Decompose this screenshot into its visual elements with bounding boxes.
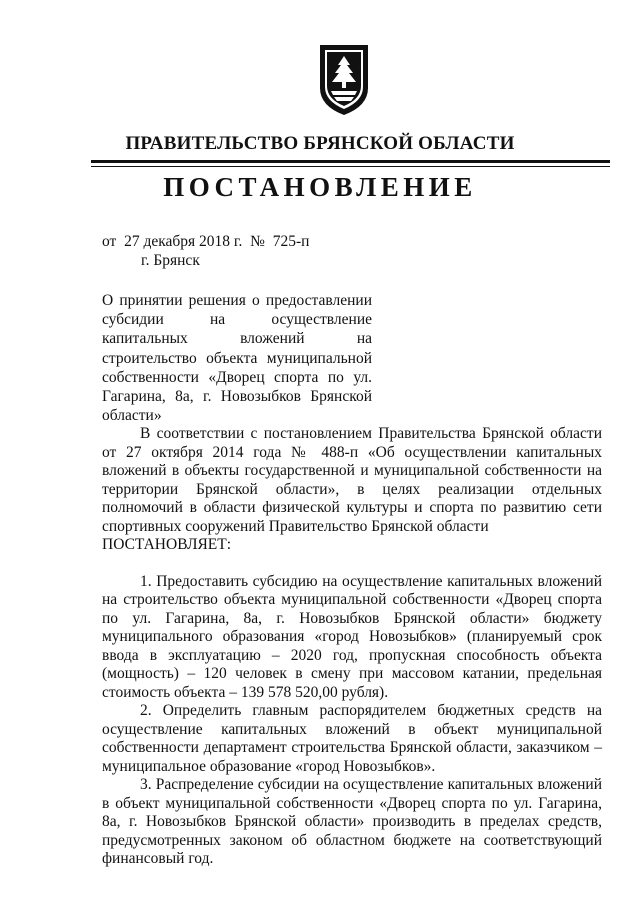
header-rule-thin <box>91 166 610 167</box>
doc-date-line <box>102 232 309 251</box>
coat-of-arms-icon <box>318 42 370 118</box>
item-2: 2. Определить главным распорядителем бюджетных средств на осуществление капитальных вложений в объект муниципальной собственности департамент строительства Брянской области, заказчиком – муниципальное образование «город Новозыбков». <box>102 702 602 775</box>
doc-city: г. Брянск <box>141 252 200 269</box>
decree-word: ПОСТАНОВЛЯЕТ: <box>102 536 232 553</box>
number-label: № <box>250 233 265 250</box>
org-title: ПРАВИТЕЛЬСТВО БРЯНСКОЙ ОБЛАСТИ <box>125 133 515 154</box>
from-label: от <box>102 233 117 250</box>
doc-subject: О принятии решения о предоставлении субсидии на осуществление капитальных вложений на строительство объекта муниципальной собственности «Дворец спорта по ул. Гагарина, 8а, г. Новозыбков Брянской области» <box>102 292 372 425</box>
doc-type-title: ПОСТАНОВЛЕНИЕ <box>163 172 477 202</box>
header-rule <box>91 160 610 163</box>
item-1: 1. Предоставить субсидию на осуществление капитальных вложений на строительство объекта муниципальной собственности «Дворец спорта по ул. Гагарина, 8а, г. Новозыбков Брянской области» бюджету муниципального образования «город Новозыбков» (планируемый срок ввода в эксплуатацию – 2020 год, пропускная способность объекта (мощность) – 120 человек в смену при массовом катании, предельная стоимость объекта – 139 578 520,00 рубля). <box>102 572 602 701</box>
doc-number: 725-п <box>272 233 310 250</box>
item-3: 3. Распределение субсидии на осуществление капитальных вложений в объект муниципальной собственности «Дворец спорта по ул. Гагарина, 8а, г. Новозыбков Брянской области» производить в пределах средств, предусмотренных законом об областном бюджете на соответствующий финансовый год. <box>102 776 602 867</box>
doc-body <box>102 425 602 869</box>
doc-date: 27 декабря 2018 г. <box>124 233 243 250</box>
doc-meta <box>102 232 309 270</box>
preamble: В соответствии с постановлением Правительства Брянской области от 27 октября 2014 года № 488-п «Об осуществлении капитальных вложений в объекты государственной и муниципальной собственности на территории Брянской области», в целях реализации отдельных полномочий в области физической культуры и спорта по развитию сети спортивных сооружений Правительство Брянской области <box>102 425 602 535</box>
